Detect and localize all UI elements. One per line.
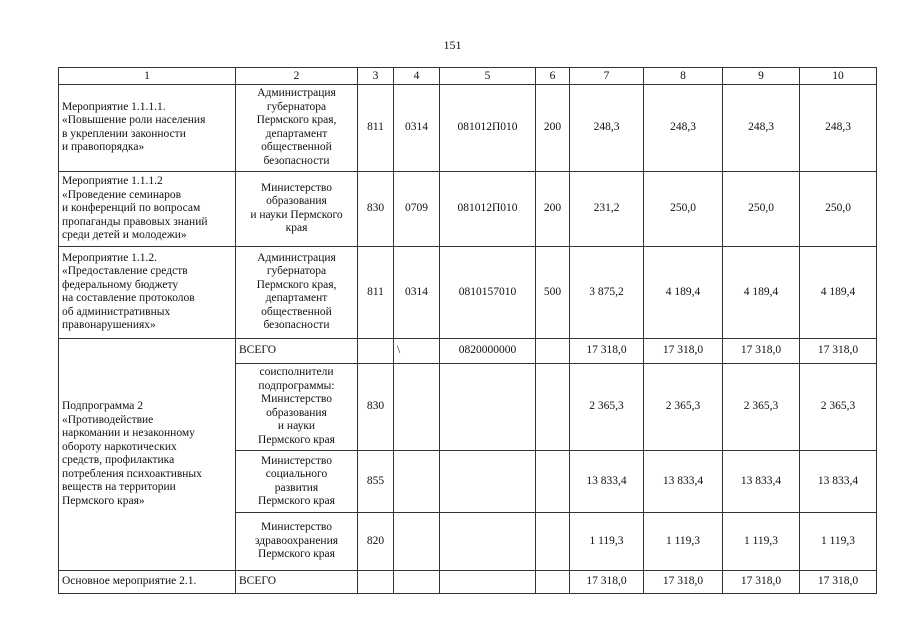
table-cell: 17 318,0 — [723, 338, 800, 363]
header-cell: 8 — [644, 68, 723, 85]
table-cell: 081012П010 — [440, 171, 536, 246]
table-cell: 811 — [358, 85, 394, 171]
table-cell: 1 119,3 — [723, 513, 800, 570]
total-label-cell: ВСЕГО — [236, 338, 358, 363]
table-cell: 248,3 — [723, 85, 800, 171]
header-cell: 1 — [59, 68, 236, 85]
table-cell: 13 833,4 — [570, 451, 644, 513]
table-cell: 4 189,4 — [644, 247, 723, 339]
empty-cell — [536, 363, 570, 450]
header-row — [59, 68, 877, 85]
empty-cell — [394, 363, 440, 450]
event-name-cell: Мероприятие 1.1.1.2 «Проведение семинаров и конференций по вопросам пропаганды правовых знаний среди детей и молодежи» — [59, 171, 236, 246]
empty-cell — [440, 451, 536, 513]
table-cell: 2 365,3 — [723, 363, 800, 450]
table-cell: 248,3 — [644, 85, 723, 171]
table-row — [59, 570, 877, 593]
table-cell: 830 — [358, 363, 394, 450]
header-cell: 2 — [236, 68, 358, 85]
header-cell: 7 — [570, 68, 644, 85]
table-cell: 17 318,0 — [723, 570, 800, 593]
table-cell: 0820000000 — [440, 338, 536, 363]
table-cell: 0709 — [394, 171, 440, 246]
table-cell: 17 318,0 — [644, 570, 723, 593]
table-cell — [358, 338, 394, 363]
event-name-cell: Основное мероприятие 2.1. — [59, 570, 236, 593]
table-cell: 4 189,4 — [800, 247, 877, 339]
executor-cell: соисполнители подпрограммы: Министерство образования и науки Пермского края — [236, 363, 358, 450]
executor-cell: Министерство образования и науки Пермского края — [236, 171, 358, 246]
table-cell: 13 833,4 — [723, 451, 800, 513]
empty-cell — [536, 513, 570, 570]
table-cell: 231,2 — [570, 171, 644, 246]
table-row — [59, 338, 877, 363]
empty-cell — [394, 570, 440, 593]
empty-cell — [536, 451, 570, 513]
executor-cell: Министерство социального развития Пермского края — [236, 451, 358, 513]
empty-cell — [358, 570, 394, 593]
total-label-cell: ВСЕГО — [236, 570, 358, 593]
table-cell — [536, 338, 570, 363]
table-cell: 830 — [358, 171, 394, 246]
budget-table — [58, 67, 877, 594]
table-cell: 248,3 — [800, 85, 877, 171]
table-row — [59, 247, 877, 339]
table-cell: 13 833,4 — [644, 451, 723, 513]
table-cell: 2 365,3 — [570, 363, 644, 450]
header-cell: 5 — [440, 68, 536, 85]
table-cell: 500 — [536, 247, 570, 339]
table-cell: \ — [394, 338, 440, 363]
empty-cell — [440, 363, 536, 450]
table-cell: 200 — [536, 85, 570, 171]
table-cell: 17 318,0 — [570, 338, 644, 363]
empty-cell — [440, 570, 536, 593]
table-cell: 855 — [358, 451, 394, 513]
executor-cell: Администрация губернатора Пермского края, департамент общественной безопасности — [236, 85, 358, 171]
table-row — [59, 171, 877, 246]
header-cell: 4 — [394, 68, 440, 85]
table-cell: 0314 — [394, 247, 440, 339]
header-cell: 6 — [536, 68, 570, 85]
table-cell: 17 318,0 — [800, 570, 877, 593]
table-cell: 250,0 — [800, 171, 877, 246]
executor-cell: Министерство здравоохранения Пермского края — [236, 513, 358, 570]
table-cell: 250,0 — [723, 171, 800, 246]
page-number: 151 — [443, 38, 462, 52]
table-cell: 13 833,4 — [800, 451, 877, 513]
subprogram-name-cell: Подпрограмма 2 «Противодействие наркомании и незаконному обороту наркотических средств, профилактика потребления психоактивных веществ на территории Пермского края» — [59, 338, 236, 570]
empty-cell — [440, 513, 536, 570]
empty-cell — [394, 513, 440, 570]
table-cell: 1 119,3 — [570, 513, 644, 570]
table-cell: 3 875,2 — [570, 247, 644, 339]
table-cell: 248,3 — [570, 85, 644, 171]
empty-cell — [536, 570, 570, 593]
table-cell: 17 318,0 — [800, 338, 877, 363]
header-cell: 9 — [723, 68, 800, 85]
table-cell: 17 318,0 — [570, 570, 644, 593]
table-cell: 811 — [358, 247, 394, 339]
table-cell: 820 — [358, 513, 394, 570]
table-cell: 250,0 — [644, 171, 723, 246]
executor-cell: Администрация губернатора Пермского края, департамент общественной безопасности — [236, 247, 358, 339]
table-cell: 2 365,3 — [644, 363, 723, 450]
event-name-cell: Мероприятие 1.1.2. «Предоставление средств федеральному бюджету на составление протоколов об административных правонарушениях» — [59, 247, 236, 339]
table-cell: 0314 — [394, 85, 440, 171]
event-name-cell: Мероприятие 1.1.1.1. «Повышение роли населения в укреплении законности и правопорядка» — [59, 85, 236, 171]
header-cell: 10 — [800, 68, 877, 85]
table-cell: 4 189,4 — [723, 247, 800, 339]
table-cell: 0810157010 — [440, 247, 536, 339]
table-cell: 200 — [536, 171, 570, 246]
table-cell: 081012П010 — [440, 85, 536, 171]
table-cell: 1 119,3 — [644, 513, 723, 570]
table-row — [59, 85, 877, 171]
table-cell: 2 365,3 — [800, 363, 877, 450]
table-cell: 17 318,0 — [644, 338, 723, 363]
header-cell: 3 — [358, 68, 394, 85]
table-cell: 1 119,3 — [800, 513, 877, 570]
empty-cell — [394, 451, 440, 513]
